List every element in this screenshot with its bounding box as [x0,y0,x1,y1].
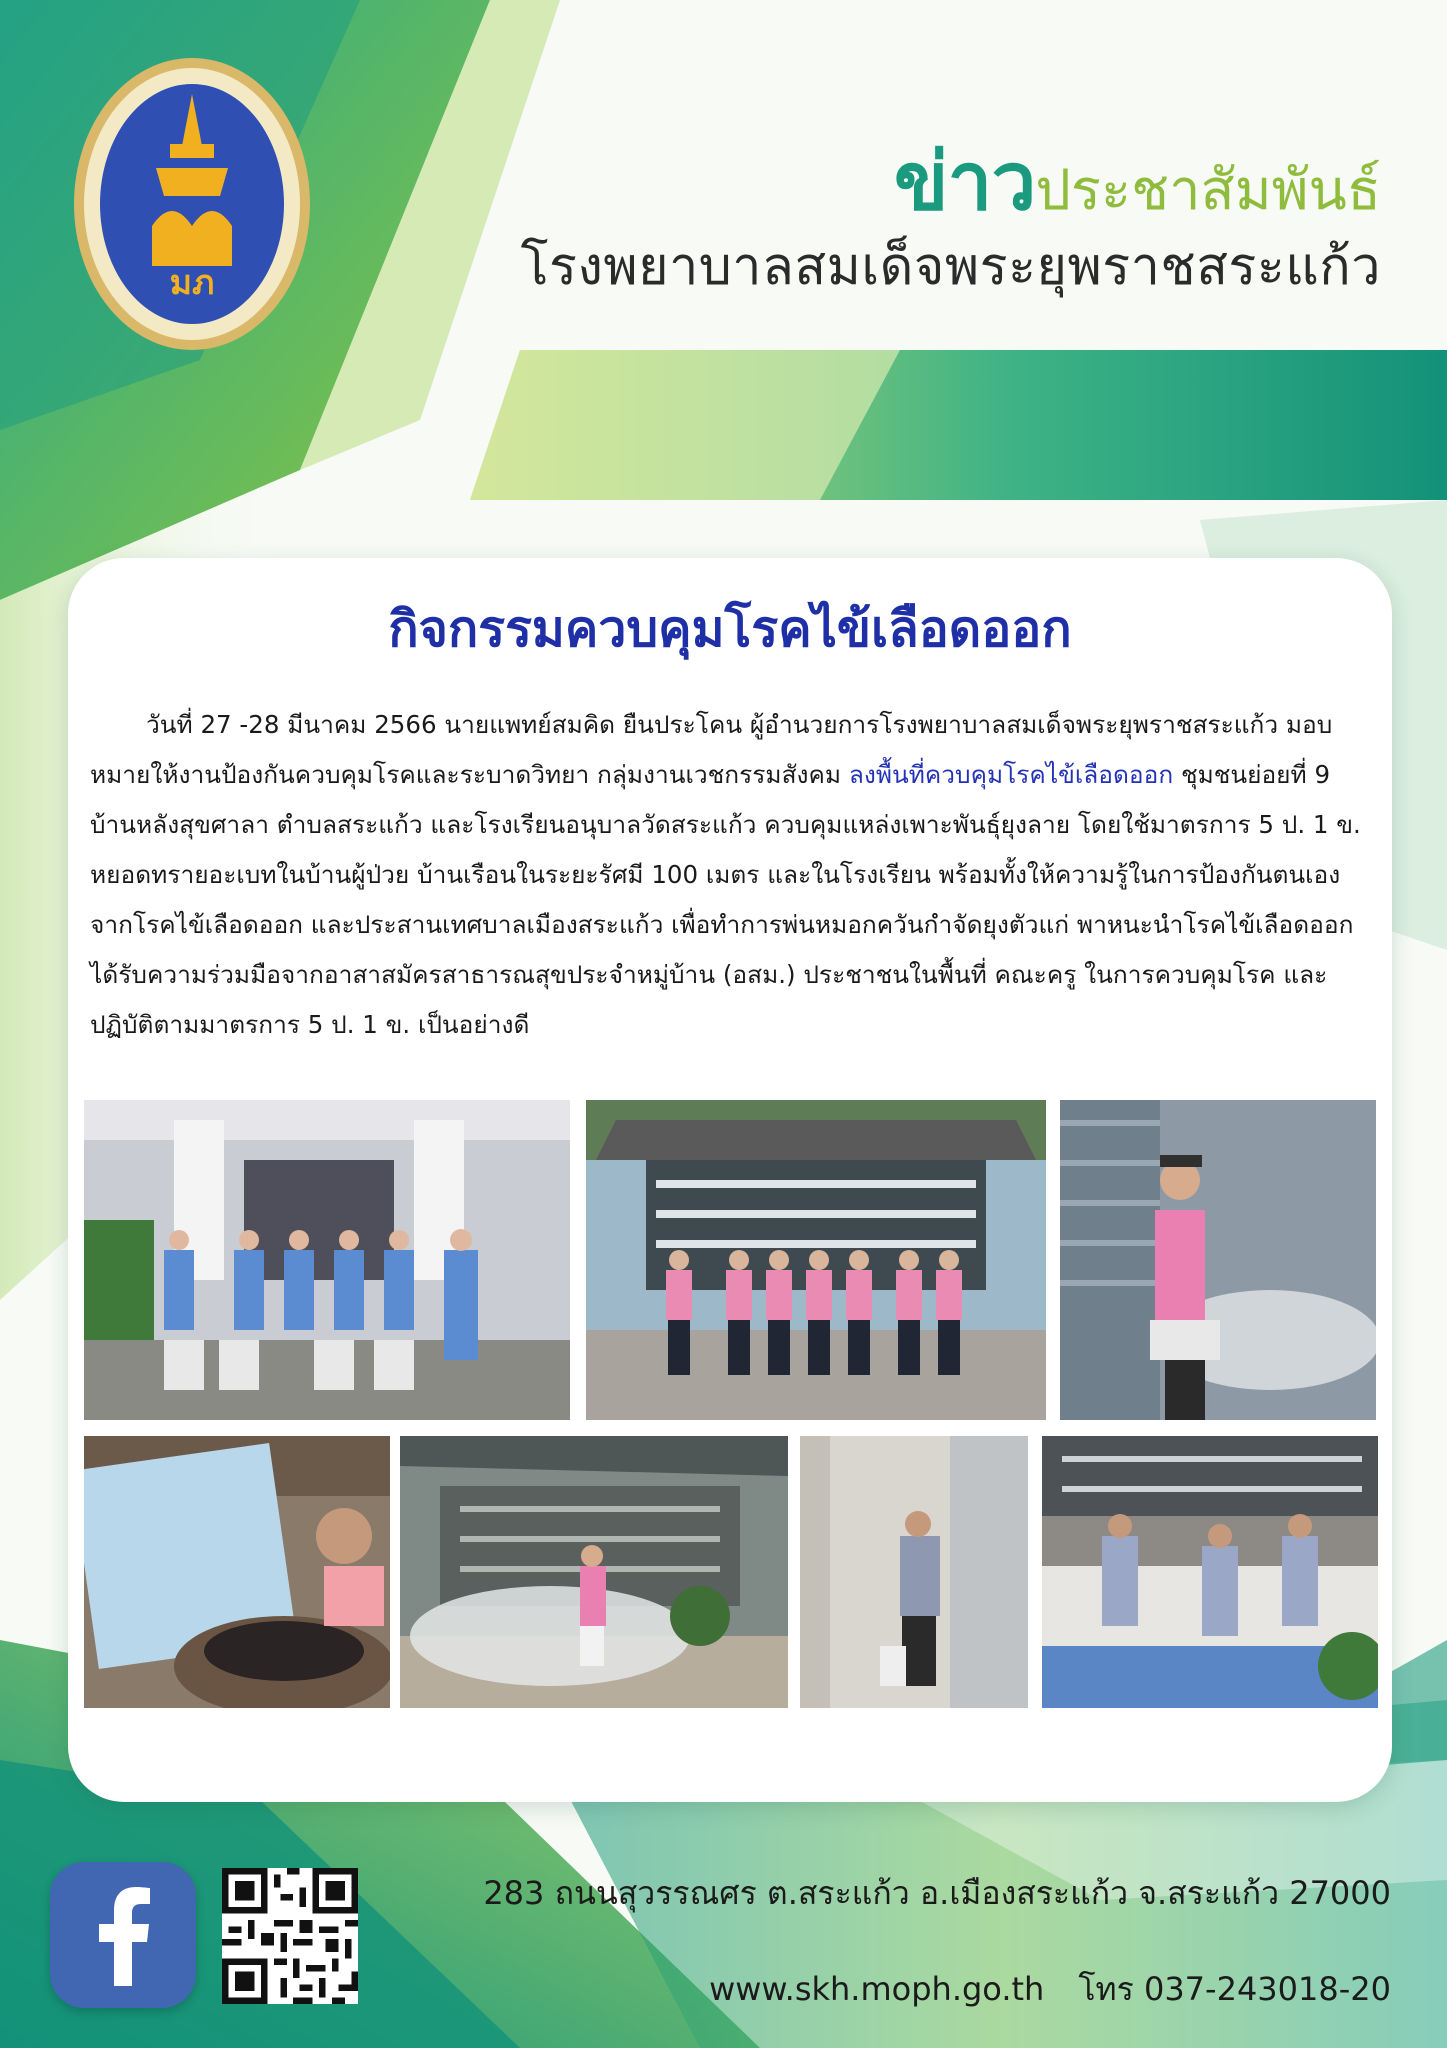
photo-group-schoolchildren [586,1100,1046,1420]
footer-website[interactable]: www.skh.moph.go.th [709,1970,1045,2008]
footer-address: 283 ถนนสุวรรณศร ต.สระแก้ว อ.เมืองสระแก้ว จ.สระแก้ว 27000 [483,1874,1391,1912]
header-title-small: ประชาสัมพันธ์ [1035,158,1381,223]
article-body-part1: วันที่ 27 -28 มีนาคม 2566 นายแพทย์สมคิด ยืนประโคน ผู้อำนวยการโรงพยาบาลสมเด็จพระยุพราชสระแก้ว มอบหมายให้งานป้องกันควบคุมโรคและระบาดวิทยา กลุ่มงานเวชกรรมสังคม [90,710,1333,789]
footer-contact [709,1964,1391,2015]
photo-water-jar-check [84,1436,390,1708]
article-title: กิจกรรมควบคุมโรคไข้เลือดออก [388,600,1072,658]
photo-school-sink-check [1042,1436,1378,1708]
hospital-name: โรงพยาบาลสมเด็จพระยุพราชสระแก้ว [520,237,1381,297]
qr-code-icon[interactable] [222,1868,358,2004]
footer-phone: โทร 037-243018-20 [1078,1970,1391,2008]
hospital-seal-icon [72,56,312,352]
article-body [90,700,1380,1050]
header-title-big: ข่าว [893,135,1036,228]
article-body-part2: ชุมชนย่อยที่ 9 บ้านหลังสุขศาลา ตำบลสระแก้ว และโรงเรียนอนุบาลวัดสระแก้ว ควบคุมแหล่งเพาะพันธุ์ยุงลาย โดยใช้มาตรการ 5 ป. 1 ข. หยอดทรายอะเบทในบ้านผู้ป่วย บ้านเรือนในระยะรัศมี 100 เมตร และในโรงเรียน พร้อมทั้งให้ความรู้ในการป้องกันตนเอง จากโรคไข้เลือดออก และประสานเทศบาลเมืองสระแก้ว เพื่อทำการพ่นหมอกควันกำจัดยุงตัวแก่ พาหนะนำโรคไข้เลือดออก ได้รับความร่วมมือจากอาสาสมัครสาธารณสุขประจำหมู่บ้าน (อสม.) ประชาชนในพื้นที่ คณะครู ในการควบคุมโรค และปฏิบัติตามมาตรการ 5 ป. 1 ข. เป็นอย่างดี [90,760,1361,1039]
photo-fogging-schoolyard [400,1436,788,1708]
facebook-icon[interactable] [50,1862,196,2008]
photo-fogging-worker [1060,1100,1376,1420]
article-body-highlight: ลงพื้นที่ควบคุมโรคไข้เลือดออก [848,760,1174,789]
svg-text:มภ: มภ [169,263,215,303]
photo-group-building [84,1100,570,1420]
photo-restroom-inspection [800,1436,1028,1708]
